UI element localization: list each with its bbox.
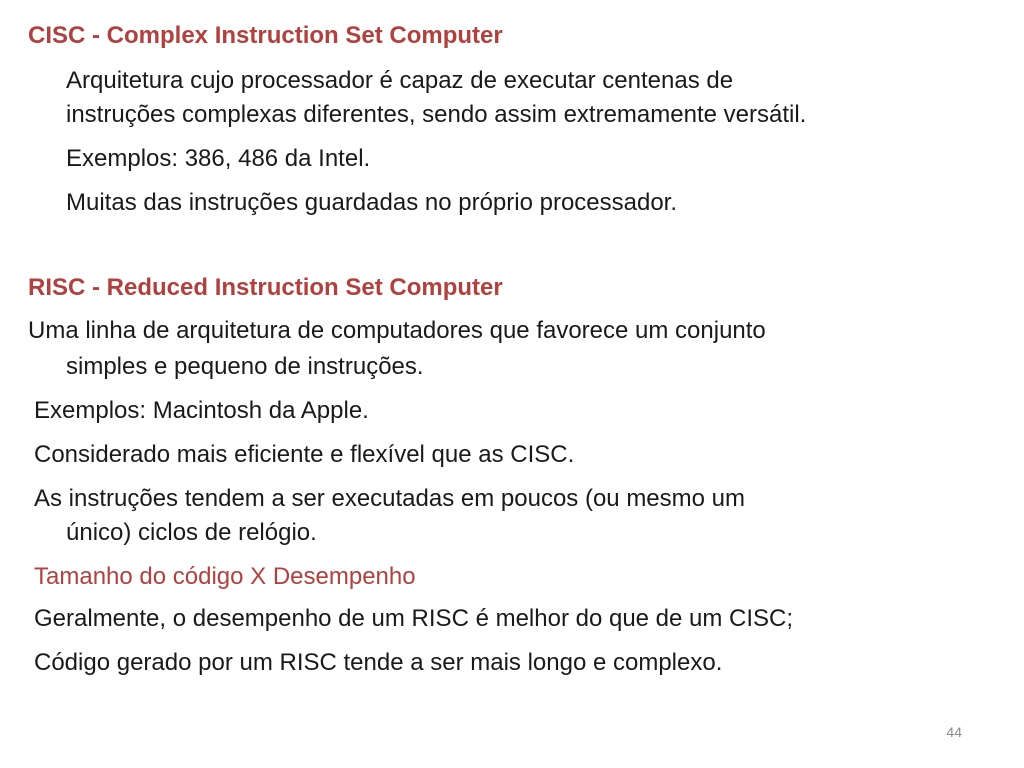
cisc-description-line-2: instruções complexas diferentes, sendo assim extremamente versátil. (66, 101, 807, 128)
page-number: 44 (946, 724, 962, 740)
risc-cycles-line-1: As instruções tendem a ser executadas em poucos (ou mesmo um (34, 485, 745, 512)
risc-heading: RISC - Reduced Instruction Set Computer (28, 274, 503, 301)
risc-description-line-2: simples e pequeno de instruções. (66, 353, 424, 380)
risc-examples: Exemplos: Macintosh da Apple. (34, 397, 369, 424)
cisc-stored-instructions: Muitas das instruções guardadas no próprio processador. (66, 189, 678, 216)
risc-performance: Geralmente, o desempenho de um RISC é melhor do que de um CISC; (34, 605, 794, 632)
risc-efficiency: Considerado mais eficiente e flexível que as CISC. (34, 441, 575, 468)
risc-description-line-1: Uma linha de arquitetura de computadores que favorece um conjunto (28, 317, 766, 344)
risc-cycles-line-2: único) ciclos de relógio. (66, 519, 317, 546)
tradeoff-heading: Tamanho do código X Desempenho (34, 563, 416, 590)
risc-code-length: Código gerado por um RISC tende a ser mais longo e complexo. (34, 649, 723, 676)
cisc-examples: Exemplos: 386, 486 da Intel. (66, 145, 371, 172)
cisc-description-line-1: Arquitetura cujo processador é capaz de executar centenas de (66, 67, 734, 94)
cisc-heading: CISC - Complex Instruction Set Computer (28, 22, 503, 49)
